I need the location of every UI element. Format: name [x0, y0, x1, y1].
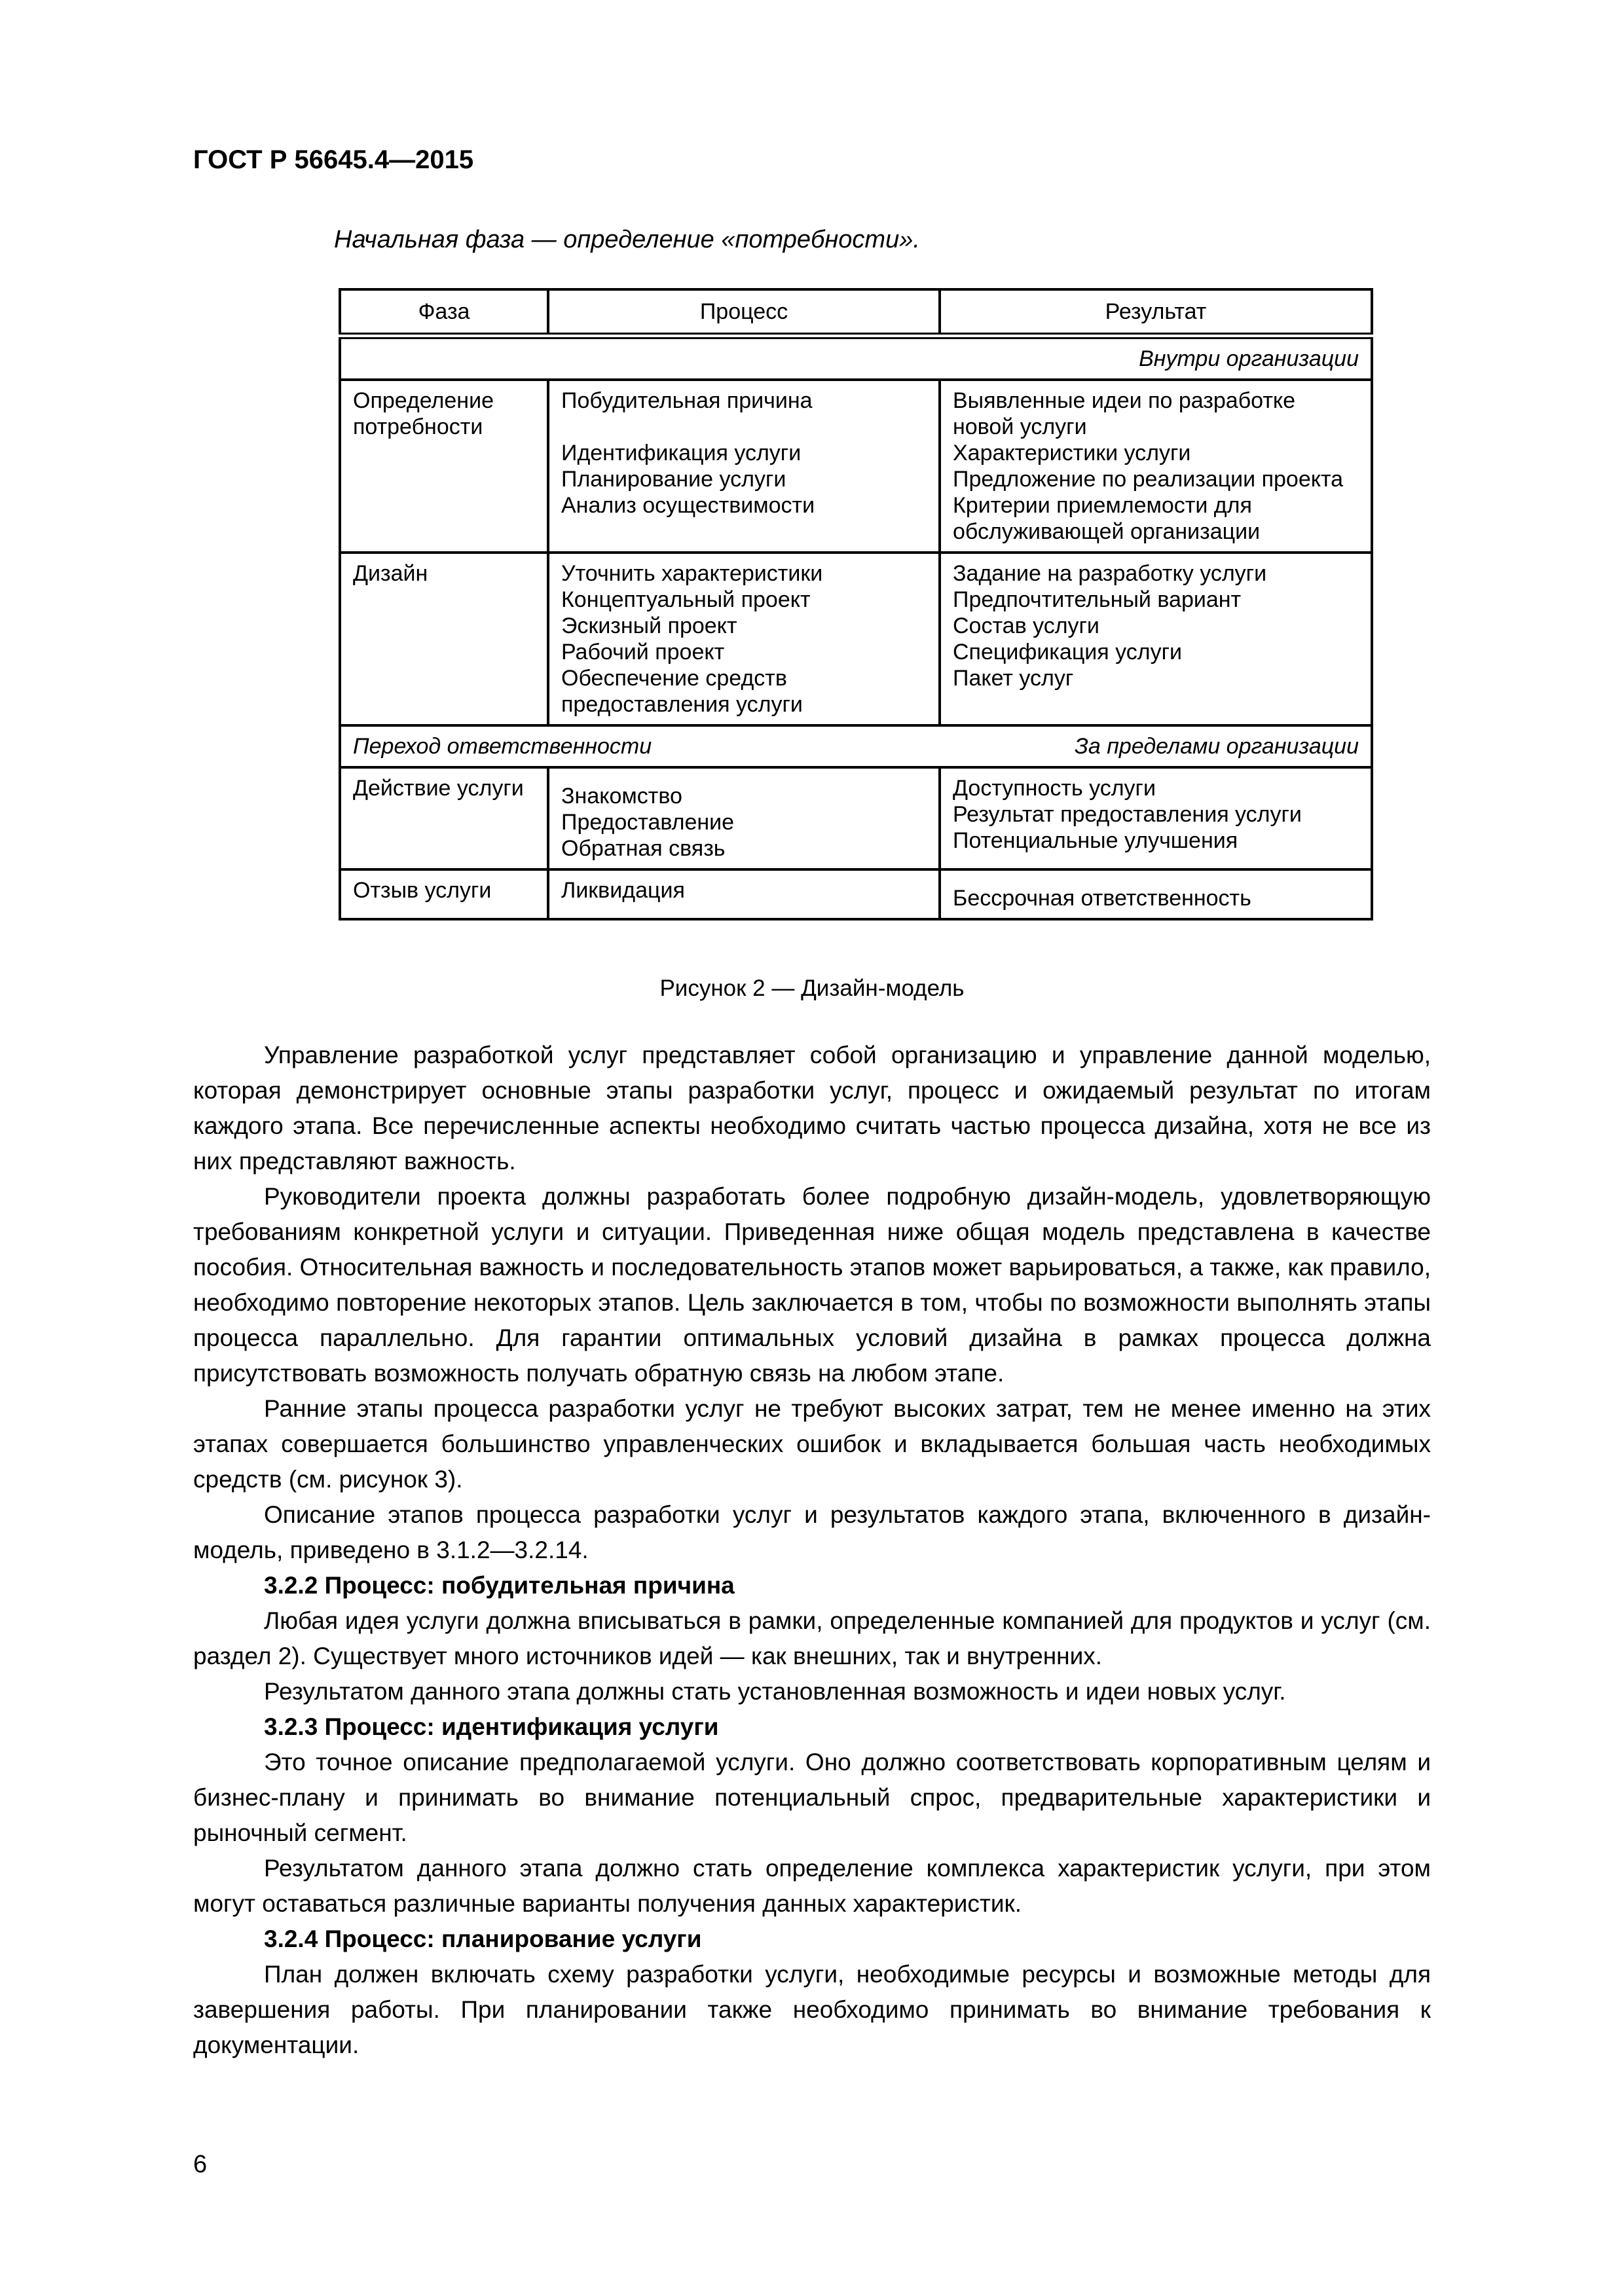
paragraph: Это точное описание предполагаемой услуги. Оно должно соответствовать корпоративным целям и бизнес-плану и принимать во внимание потенциальный спрос, предварительные характеристики и рыночный сегмент. [193, 1749, 1431, 1846]
process-item: Уточнить характеристики [561, 561, 823, 586]
process-cell [548, 767, 940, 869]
result-cell [940, 767, 1372, 869]
phase-cell: Дизайн [340, 553, 548, 725]
phase-cell: Отзыв услуги [340, 869, 548, 919]
column-header: Процесс [548, 289, 940, 336]
process-item [561, 414, 927, 440]
result-item: Предпочтительный вариант [953, 587, 1242, 612]
process-cell [548, 869, 940, 919]
band-row [340, 725, 1372, 767]
process-item: Предоставление [561, 810, 735, 835]
paragraph: Ранние этапы процесса разработки услуг не требуют высоких затрат, тем не менее именно на этих этапах совершается большинство управленческих ошибок и вкладывается большая часть необходимых средств (см. рисунок 3). [193, 1395, 1431, 1493]
result-cell [940, 380, 1372, 553]
band-inside-org: Внутри организации [340, 336, 1372, 380]
table-header-row [340, 289, 1372, 336]
band-transition [340, 725, 1372, 767]
process-item: Побудительная причина [561, 388, 813, 413]
process-item: Эскизный проект [561, 613, 737, 638]
paragraph: Описание этапов процесса разработки услуг и результатов каждого этапа, включенного в дизайн-модель, приведено в 3.1.2—3.2.14. [193, 1501, 1431, 1563]
document-header: ГОСТ Р 56645.4—2015 [193, 145, 474, 174]
process-item: Анализ осуществимости [561, 493, 815, 518]
phase-cell: Действие услуги [340, 767, 548, 869]
process-item: Обеспечение средств предоставления услуги [561, 666, 803, 717]
paragraph: Результатом данного этапа должно стать определение комплекса характеристик услуги, при этом могут оставаться различные варианты получения данных характеристик. [193, 1855, 1431, 1917]
process-item: Ликвидация [561, 878, 685, 903]
table-row [340, 869, 1372, 919]
result-item: Доступность услуги [953, 776, 1156, 801]
paragraph: Результатом данного этапа должны стать установленная возможность и идеи новых услуг. [264, 1678, 1286, 1705]
table-row [340, 553, 1372, 725]
band-transition-left: Переход ответственности [353, 734, 652, 759]
band-row [340, 336, 1372, 380]
table-row [340, 380, 1372, 553]
result-cell [940, 869, 1372, 919]
result-item: Предложение по реализации проекта [953, 467, 1344, 492]
result-item: Выявленные идеи по разработке новой услуги [953, 388, 1296, 439]
process-item: Концептуальный проект [561, 587, 811, 612]
process-item: Обратная связь [561, 836, 726, 861]
result-cell [940, 553, 1372, 725]
result-item: Критерии приемлемости для обслуживающей организации [953, 493, 1261, 544]
body-text [193, 1038, 1431, 2063]
column-header: Результат [940, 289, 1372, 336]
column-header: Фаза [340, 289, 548, 336]
paragraph: Любая идея услуги должна вписываться в рамки, определенные компанией для продуктов и услуг (см. раздел 2). Существует много источников идей — как внешних, так и внутренних. [193, 1607, 1431, 1669]
paragraph: План должен включать схему разработки услуги, необходимые ресурсы и возможные методы для завершения работы. При планировании также необходимо принимать во внимание требования к документации. [193, 1961, 1431, 2058]
process-item: Знакомство [561, 784, 682, 809]
page-number: 6 [193, 2151, 208, 2178]
paragraph: Управление разработкой услуг представляет собой организацию и управление данной моделью, которая демонстрирует основные этапы разработки услуг, процесс и ожидаемый результат по итогам каждого этапа. Все перечисленные аспекты необходимо считать частью процесса дизайна, хотя не все из них представляют важность. [193, 1042, 1431, 1175]
table-row [340, 767, 1372, 869]
process-item: Планирование услуги [561, 467, 786, 492]
result-item: Бессрочная ответственность [953, 886, 1251, 911]
section-heading: 3.2.4 Процесс: планирование услуги [264, 1925, 702, 1952]
process-item: Идентификация услуги [561, 441, 802, 465]
result-item: Результат предоставления услуги [953, 802, 1302, 827]
section-heading: 3.2.3 Процесс: идентификация услуги [264, 1713, 719, 1740]
figure-intro: Начальная фаза — определение «потребности». [334, 226, 920, 253]
design-model-table [339, 288, 1373, 920]
paragraph: Руководители проекта должны разработать более подробную дизайн-модель, удовлетворяющую требованиям конкретной услуги и ситуации. Приведенная ниже общая модель представлена в качестве пособия. Относительная важность и последовательность этапов может варьироваться, а также, как правило, необходимо повторение некоторых этапов. Цель заключается в том, чтобы по возможности выполнять этапы процесса параллельно. Для гарантии оптимальных условий дизайна в рамках процесса должна присутствовать возможность получать обратную связь на любом этапе. [193, 1183, 1431, 1387]
process-item: Рабочий проект [561, 640, 725, 665]
result-item: Пакет услуг [953, 666, 1074, 691]
result-item: Потенциальные улучшения [953, 828, 1238, 853]
process-cell [548, 380, 940, 553]
result-item: Задание на разработку услуги [953, 561, 1267, 586]
process-cell [548, 553, 940, 725]
figure-caption: Рисунок 2 — Дизайн-модель [659, 975, 965, 1001]
band-outside-org: За пределами организации [1074, 734, 1359, 759]
phase-cell: Определение потребности [340, 380, 548, 553]
result-item: Состав услуги [953, 613, 1099, 638]
section-heading: 3.2.2 Процесс: побудительная причина [264, 1572, 735, 1599]
result-item: Спецификация услуги [953, 640, 1183, 665]
result-item: Характеристики услуги [953, 441, 1191, 465]
